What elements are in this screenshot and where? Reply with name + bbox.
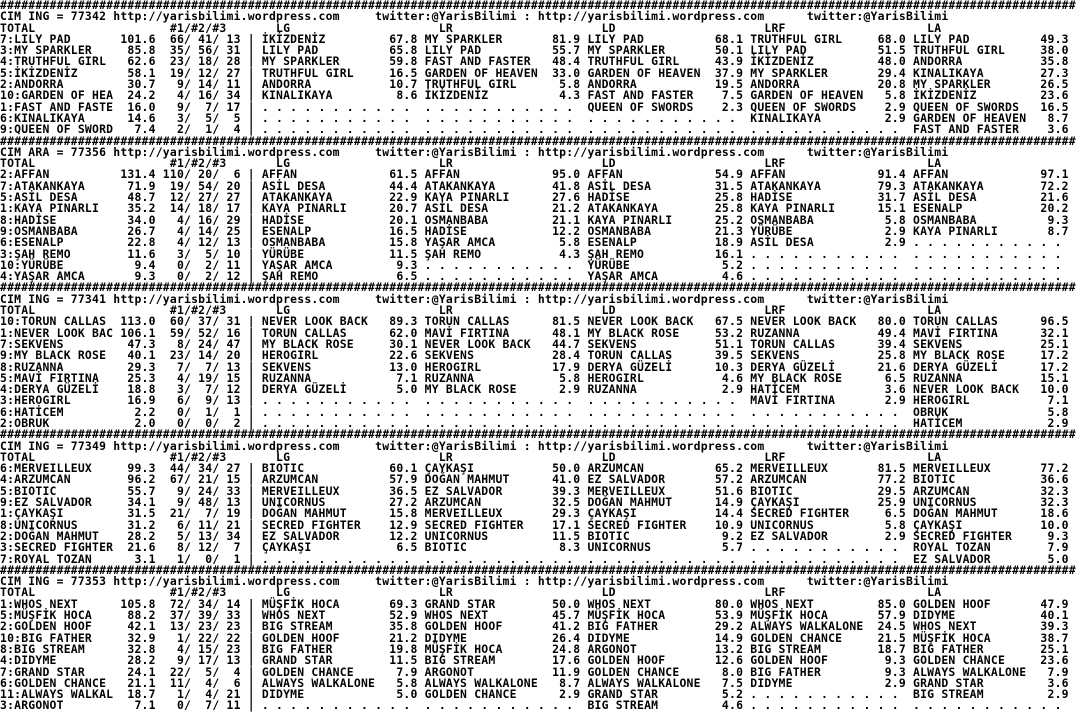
column-header: TOTAL #1/#2/#3 LG LR LD LRF LA [0,449,942,464]
data-row: 6:KINALIKAYA 14.6 3/ 5/ 5 | . . . . . . . . . . . . . . . . . . . . . . . . . . . . . . . . . KINALIKAYA 2.9 GARDEN OF HEAVEN 8.7 [0,110,1076,125]
data-row: 3:ARGONOT 7.1 0/ 7/ 11 | . . . . . . . . . . . . . . . . . . . . . . BIG STREAM 4.6 . . . . . . . . . . . . . . . . . . . . . . [0,698,1076,712]
data-row: 4:DIDYME 28.2 9/ 17/ 13 | GRAND STAR 11.5 BIG STREAM 17.6 GOLDEN HOOF 12.6 GOLDEN HOOF 9.3 GOLDEN CHANCE 23.6 [0,653,1076,668]
data-row: 6:MERVEILLEUX 99.3 44/ 34/ 27 | BIOTIC 60.1 ÇAYKAŞI 50.0 ARZUMCAN 65.2 MERVEILLEUX 81.5 MERVEILLEUX 77.2 [0,461,1076,476]
report-section [0,429,1077,565]
data-row: 4:TRUTHFUL GIRL 62.6 23/ 18/ 28 | MY SPARKLER 59.8 FAST AND FASTER 48.4 TRUTHFUL GIRL 43.9 İKİZDENİZ 48.0 ANDORRA 35.8 [0,54,1076,69]
data-row: 8:RUZANNA 29.3 7/ 7/ 13 | SEKVENS 13.0 HEROGIRL 17.9 DERYA GÜZELİ 10.3 DERYA GÜZELİ 21.6 DERYA GÜZELİ 17.2 [0,359,1076,374]
data-row: 8:UNICORNUS 31.2 6/ 11/ 21 | SECRED FIGHTER 12.9 SECRED FIGHTER 17.1 SECRED FIGHTER 10.9 UNICORNUS 5.8 ÇAYKAŞI 10.0 [0,517,1076,532]
section-title: CIM ING = 77341 http://yarisbilimi.wordpress.com twitter:@YarisBilimi : http://yarisbilimi.wordpress.com twitter:@YarisBilimi [0,291,949,306]
data-row: 5:MÜŞFİK HOCA 88.2 37/ 39/ 33 | WHOS NEXT 52.9 WHOS NEXT 45.7 MÜŞFİK HOCA 53.9 MÜŞFİK HOCA 57.9 DIDYME 40.1 [0,608,1076,623]
report-section [0,562,1077,712]
data-row: 3:SECRED FIGHTER 21.6 8/ 12/ 7 | ÇAYKAŞI 6.5 BIOTIC 8.3 UNICORNUS 5.7 . . . . . . . . . . . ROYAL TOZAN 7.9 [0,540,1076,555]
hash-divider: ######################################################################################################################################################## [0,562,1076,577]
hash-divider: ######################################################################################################################################################## [0,133,1076,148]
data-row: 5:ASİL DESA 48.7 12/ 27/ 27 | ATAKANKAYA 22.9 KAYA PINARLI 27.6 HADİSE 25.8 HADİSE 31.7 ASİL DESA 21.6 [0,190,1076,205]
data-row: 1:ÇAYKAŞI 31.5 21/ 7/ 19 | DOĞAN MAHMUT 15.8 MERVEILLEUX 29.3 ÇAYKAŞI 14.4 SECRED FIGHTER 6.5 DOĞAN MAHMUT 18.6 [0,506,1076,521]
column-header: TOTAL #1/#2/#3 LG LR LD LRF LA [0,303,942,318]
section-title: CIM ARA = 77356 http://yarisbilimi.wordpress.com twitter:@YarisBilimi : http://yarisbilimi.wordpress.com twitter:@YarisBilimi [0,144,949,159]
data-row: 7:LILY PAD 101.6 66/ 41/ 13 | İKİZDENİZ 67.8 MY SPARKLER 81.9 LILY PAD 68.1 TRUTHFUL GIRL 68.0 LILY PAD 49.3 [0,31,1076,46]
data-row: 1:WHOS NEXT 105.8 72/ 34/ 14 | MÜŞFİK HOCA 69.3 GRAND STAR 50.0 WHOS NEXT 80.0 WHOS NEXT 85.0 GOLDEN HOOF 47.9 [0,596,1076,611]
data-row: 3:ŞAH REMO 11.6 3/ 5/ 10 | YÜRÜBE 11.5 ŞAH REMO 4.3 ŞAH REMO 16.1 . . . . . . . . . . . . . . . . . . . . . . [0,246,1076,261]
data-row: 9:EZ SALVADOR 34.1 9/ 48/ 13 | UNICORNUS 27.2 ARZUMCAN 32.5 DOĞAN MAHMUT 14.9 ÇAYKAŞI 25.9 UNICORNUS 32.3 [0,495,1076,510]
data-row: 7:ROYAL TOZAN 3.1 1/ 0/ 1 | . . . . . . . . . . . . . . . . . . . . . . . . . . . . . . . . . . . . . . . . . . . . EZ SALVADOR 5.0 [0,551,1076,566]
data-row: 6:ESENALP 22.8 4/ 12/ 13 | OSMANBABA 15.8 YAŞAR AMCA 5.8 ESENALP 18.9 ASİL DESA 2.9 . . . . . . . . . . . [0,235,1076,250]
data-row: 2:ANDORRA 30.7 9/ 14/ 11 | ANDORRA 10.7 TRUTHFUL GIRL 5.8 ANDORRA 19.5 ANDORRA 20.8 MY SPARKLER 26.5 [0,77,1076,92]
data-row: 3:MY SPARKLER 85.8 35/ 56/ 31 | LILY PAD 65.8 LILY PAD 55.7 MY SPARKLER 50.1 LILY PAD 51.5 TRUTHFUL GIRL 38.0 [0,43,1076,58]
data-row: 5:BIOTIC 55.7 9/ 24/ 33 | MERVEILLEUX 36.5 EZ SALVADOR 39.3 MERVEILLEUX 51.6 BIOTIC 29.5 ARZUMCAN 32.3 [0,483,1076,498]
data-row: 2:AFFAN 131.4 110/ 20/ 6 | AFFAN 61.5 AFFAN 95.0 AFFAN 54.9 AFFAN 91.4 AFFAN 97.1 [0,167,1076,182]
data-row: 10:YÜRÜBE 9.4 0/ 2/ 11 | YAŞAR AMCA 9.3 . . . . . . . . . . . YÜRÜBE 5.2 . . . . . . . . . . . . . . . . . . . . . . [0,257,1076,272]
hash-divider: ######################################################################################################################################################## [0,427,1076,442]
hash-divider: ######################################################################################################################################################## [0,280,1076,295]
section-title: CIM ING = 77349 http://yarisbilimi.wordpress.com twitter:@YarisBilimi : http://yarisbilimi.wordpress.com twitter:@YarisBilimi [0,438,949,453]
data-row: 4:DERYA GÜZELİ 18.8 3/ 7/ 12 | DERYA GÜZELİ 5.0 MY BLACK ROSE 2.9 RUZANNA 2.9 HATİCEM 3.6 NEVER LOOK BACK 10.0 [0,382,1076,397]
data-row: 10:TORUN CALLAS 113.0 60/ 37/ 31 | NEVER LOOK BACK 89.3 TORUN CALLAS 81.5 NEVER LOOK BACK 67.5 NEVER LOOK BACK 80.0 TORUN CALLAS 96.5 [0,314,1076,329]
data-row: 5:MAVİ FIRTINA 25.3 4/ 19/ 15 | RUZANNA 7.1 RUZANNA 5.8 HEROGIRL 4.6 MY BLACK ROSE 6.5 RUZANNA 15.1 [0,370,1076,385]
data-row: 2:DOĞAN MAHMUT 28.2 5/ 13/ 34 | EZ SALVADOR 12.2 UNICORNUS 11.5 BIOTIC 9.2 EZ SALVADOR 2.9 SECRED FIGHTER 9.3 [0,528,1076,543]
data-row: 11:ALWAYS WALKAL 18.7 1/ 4/ 21 | DIDYME 5.0 GOLDEN CHANCE 2.9 GRAND STAR 5.2 . . . . . . . . . . . BIG STREAM 2.9 [0,687,1076,702]
data-row: 6:GOLDEN CHANCE 21.1 11/ 4/ 6 | ALWAYS WALKALONE 5.8 ALWAYS WALKALONE 8.7 ALWAYS WALKALONE 7.5 DIDYME 2.9 GRAND STAR 3.6 [0,675,1076,690]
data-row: 2:OBRUK 2.0 0/ 0/ 2 | . . . . . . . . . . . . . . . . . . . . . . . . . . . . . . . . . . . . . . . . . . . . HATİCEM 2.9 [0,415,1076,430]
hash-divider: ######################################################################################################################################################## [0,0,1076,12]
section-title: CIM ING = 77342 http://yarisbilimi.wordpress.com twitter:@YarisBilimi : http://yarisbilimi.wordpress.com twitter:@YarisBilimi [0,9,949,24]
data-row: 5:İKİZDENİZ 58.1 19/ 12/ 27 | TRUTHFUL GIRL 16.5 GARDEN OF HEAVEN 33.0 GARDEN OF HEAVEN 37.9 MY SPARKLER 29.4 KINALIKAYA 27.3 [0,65,1076,80]
section-title: CIM ING = 77353 http://yarisbilimi.wordpress.com twitter:@YarisBilimi : http://yarisbilimi.wordpress.com twitter:@YarisBilimi [0,574,949,589]
data-row: 7:ATAKANKAYA 71.9 19/ 54/ 20 | ASİL DESA 44.4 ATAKANKAYA 41.8 ASİL DESA 31.5 ATAKANKAYA 79.3 ATAKANKAYA 72.2 [0,178,1076,193]
data-row: 9:MY BLACK ROSE 40.1 23/ 14/ 20 | HEROGIRL 22.6 SEKVENS 28.4 TORUN CALLAS 39.5 SEKVENS 25.8 MY BLACK ROSE 17.2 [0,348,1076,363]
column-header: TOTAL #1/#2/#3 LG LR LD LRF LA [0,585,942,600]
data-row: 3:HEROGIRL 16.9 6/ 9/ 13 | . . . . . . . . . . . . . . . . . . . . . . . . . . . . . . . . . MAVİ FIRTINA 2.9 HEROGIRL 7.1 [0,393,1076,408]
data-row: 10:GARDEN OF HEA 24.2 4/ 16/ 34 | KINALIKAYA 8.6 İKİZDENİZ 4.3 FAST AND FASTER 7.5 GARDEN OF HEAVEN 5.8 İKİZDENİZ 23.6 [0,88,1076,103]
column-header: TOTAL #1/#2/#3 LG LR LD LRF LA [0,156,942,171]
data-row: 4:ARZUMCAN 96.2 67/ 21/ 15 | ARZUMCAN 57.9 DOĞAN MAHMUT 41.0 EZ SALVADOR 57.2 ARZUMCAN 77.2 BIOTIC 36.6 [0,472,1076,487]
data-row: 10:BIG FATHER 32.9 1/ 22/ 22 | GOLDEN HOOF 21.2 DIDYME 26.4 DIDYME 14.9 GOLDEN CHANCE 21.5 MÜŞFİK HOCA 38.7 [0,630,1076,645]
data-row: 1:NEVER LOOK BAC 106.1 59/ 52/ 16 | TORUN CALLAS 62.0 MAVİ FIRTINA 48.1 MY BLACK ROSE 53.2 RUZANNA 49.4 MAVİ FIRTINA 32.1 [0,325,1076,340]
data-row: 6:HATİCEM 2.2 0/ 1/ 1 | . . . . . . . . . . . . . . . . . . . . . . . . . . . . . . . . . . . . . . . . . . . . OBRUK 5.8 [0,404,1076,419]
data-row: 1:KAYA PINARLI 35.2 14/ 18/ 17 | KAYA PINARLI 20.7 ASİL DESA 21.2 ATAKANKAYA 25.8 KAYA PINARLI 15.1 ESENALP 20.2 [0,201,1076,216]
report-section [0,0,1077,136]
report-section [0,133,1077,284]
data-row: 2:GOLDEN HOOF 42.1 13/ 23/ 23 | BIG STREAM 35.8 GOLDEN HOOF 41.2 BIG FATHER 29.2 ALWAYS WALKALONE 24.5 WHOS NEXT 39.3 [0,619,1076,634]
data-row: 8:BIG STREAM 32.8 4/ 15/ 23 | BIG FATHER 19.8 MÜŞFİK HOCA 24.8 ARGONOT 13.2 BIG STREAM 18.7 BIG FATHER 25.1 [0,641,1076,656]
column-header: TOTAL #1/#2/#3 LG LR LD LRF LA [0,20,942,35]
data-row: 9:QUEEN OF SWORD 7.4 2/ 1/ 4 | . . . . . . . . . . . . . . . . . . . . . . . . . . . . . . . . . . . . . . . . . . . . FAST AND FASTER 3.6 [0,122,1076,137]
data-row: 8:HADİSE 34.0 4/ 16/ 29 | HADİSE 20.1 OSMANBABA 21.1 KAYA PINARLI 25.2 OSMANBABA 5.8 OSMANBABA 9.3 [0,212,1076,227]
data-row: 1:FAST AND FASTE 16.0 9/ 7/ 17 | . . . . . . . . . . . . . . . . . . . . . . QUEEN OF SWORDS 2.3 QUEEN OF SWORDS 2.9 QUEEN OF SWORDS 16.5 [0,99,1076,114]
data-row: 7:GRAND STAR 24.1 22/ 5/ 4 | GOLDEN CHANCE 7.9 ARGONOT 11.9 GOLDEN CHANCE 8.0 BIG FATHER 9.3 ALWAYS WALKALONE 7.9 [0,664,1076,679]
data-row: 7:SEKVENS 47.3 8/ 24/ 47 | MY BLACK ROSE 30.1 NEVER LOOK BACK 44.7 SEKVENS 51.1 TORUN CALLAS 39.4 SEKVENS 25.1 [0,336,1076,351]
data-row: 4:YAŞAR AMCA 9.3 0/ 2/ 12 | ŞAH REMO 6.5 . . . . . . . . . . . YAŞAR AMCA 4.6 . . . . . . . . . . . . . . . . . . . . . . [0,269,1076,284]
report-section [0,282,1077,429]
data-row: 9:OSMANBABA 26.7 4/ 14/ 25 | ESENALP 16.5 HADİSE 12.2 OSMANBABA 21.3 YÜRÜBE 2.9 KAYA PINARLI 8.7 [0,223,1076,238]
